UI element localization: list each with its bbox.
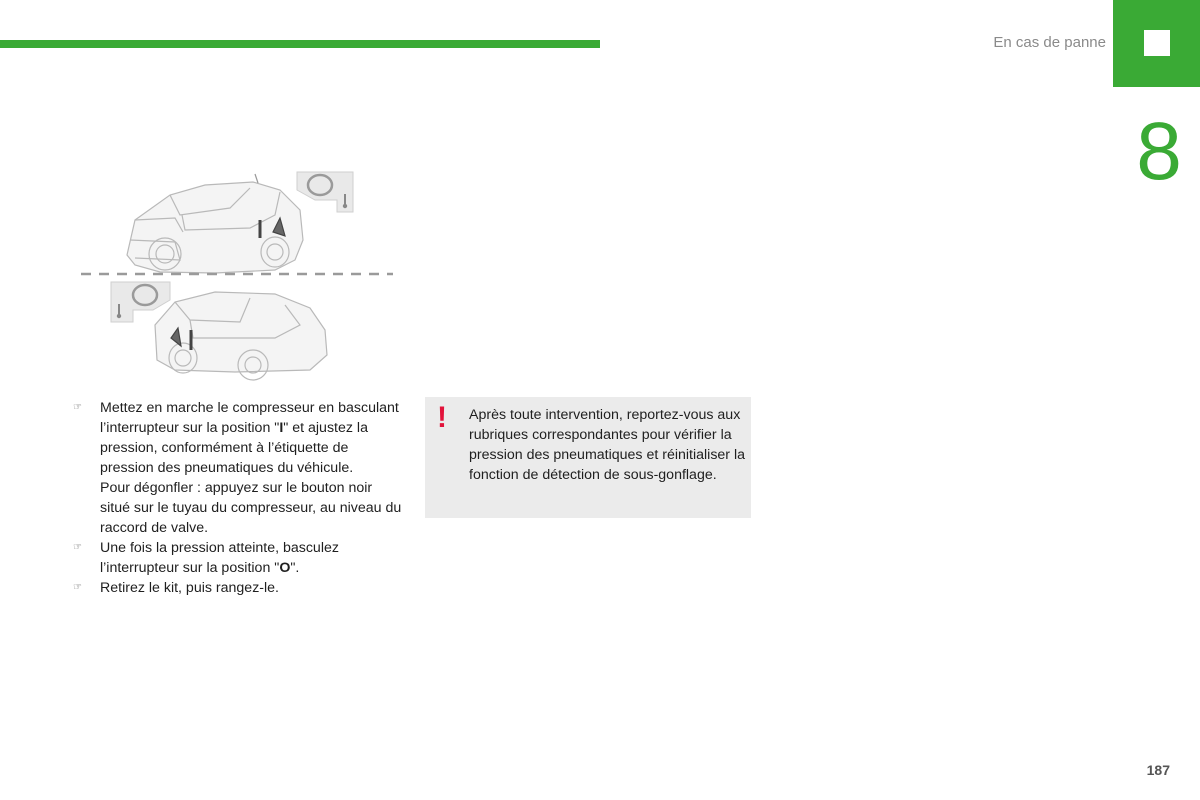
instruction-item xyxy=(73,578,403,598)
chapter-number: 8 xyxy=(1136,106,1182,197)
warning-box xyxy=(425,397,751,518)
compressor-illustration xyxy=(75,160,395,390)
instruction-text: Retirez le kit, puis rangez-le. xyxy=(100,580,279,596)
instruction-text: Mettez en marche le compresseur en basculant l’interrupteur sur la position " xyxy=(100,400,399,436)
section-title: En cas de panne xyxy=(993,34,1106,51)
car-icon xyxy=(155,292,327,380)
pointing-hand-icon: ☞ xyxy=(73,402,82,413)
exclamation-icon: ! xyxy=(437,401,447,434)
instruction-text: " et ajustez la pression, conformément à l’étiquette de pression des pneumatiques du véhicule. xyxy=(100,420,368,476)
position-label: I xyxy=(279,420,284,436)
steering-wheel-icon xyxy=(297,172,353,212)
instruction-extra: Pour dégonfler : appuyez sur le bouton noir situé sur le tuyau du compresseur, au niveau du raccord de valve. xyxy=(100,480,402,536)
header-rule xyxy=(0,40,600,48)
instruction-text: Une fois la pression atteinte, basculez l’interrupteur sur la position " xyxy=(100,540,339,576)
instruction-text: ". xyxy=(290,560,300,576)
position-label: O xyxy=(279,560,291,576)
instruction-item xyxy=(73,398,403,538)
pointing-hand-icon: ☞ xyxy=(73,542,82,553)
instruction-item xyxy=(73,538,403,578)
pointing-hand-icon: ☞ xyxy=(73,582,82,593)
instructions-list xyxy=(73,398,403,598)
chapter-tab xyxy=(1113,0,1200,87)
warning-text: Après toute intervention, reportez-vous aux rubriques correspondantes pour vérifier la pression des pneumatiques et réinitialiser la fonction de détection de sous-gonflage. xyxy=(469,407,746,483)
page-number: 187 xyxy=(1146,762,1170,778)
cars-illustration xyxy=(75,160,395,390)
car-icon xyxy=(127,174,303,273)
steering-wheel-icon xyxy=(111,282,170,322)
chapter-square-icon xyxy=(1144,30,1170,56)
